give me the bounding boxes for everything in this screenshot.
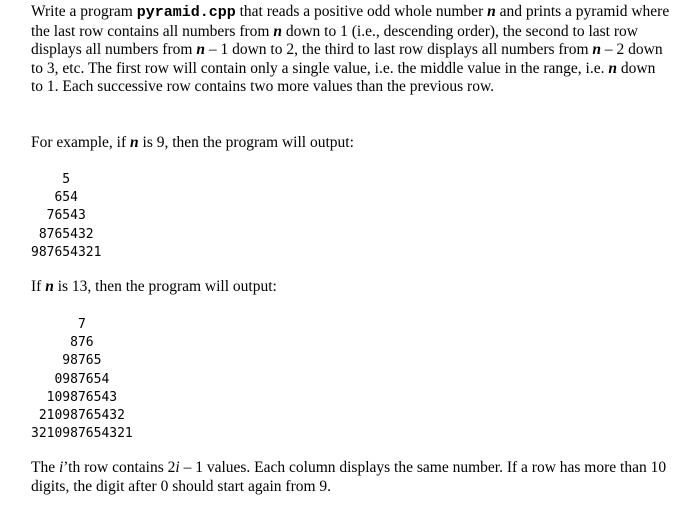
filename-code: pyramid.cpp — [136, 4, 236, 21]
footer-text-1: The — [31, 459, 59, 476]
variable-n: n — [273, 22, 282, 40]
intro-text-1: Write a program — [31, 3, 137, 20]
pyramid-row: 7 — [31, 317, 86, 332]
pyramid-row: 876 — [31, 335, 94, 351]
example-1-label-post: is 9, then the program will output: — [138, 134, 354, 151]
intro-text-3: and prints a pyramid where the last row contains all numbers from — [31, 3, 670, 40]
pyramid-row: 987654321 — [31, 244, 102, 260]
variable-n: n — [130, 134, 139, 151]
intro-text-7: down to 1. Each successive row contains two more values than the previous row. — [31, 59, 656, 96]
pyramid-row: 0987654 — [31, 371, 110, 387]
variable-n: n — [608, 59, 617, 77]
intro-text-4: down to 1 (i.e., descending order), the second to last row displays all numbers from — [31, 22, 638, 59]
pyramid-row: 5 — [31, 172, 71, 187]
pyramid-row: 109876543 — [31, 389, 118, 405]
intro-text-5: – 1 down to 2, the third to last row displays all numbers from — [204, 41, 593, 59]
footer-paragraph — [31, 459, 671, 496]
variable-n: n — [45, 278, 54, 295]
example-2-label-post: is 13, then the program will output: — [53, 278, 277, 295]
pyramid-row: 76543 — [31, 208, 86, 224]
pyramid-row: 654 — [31, 190, 78, 206]
variable-i: i — [58, 459, 64, 476]
footer-text-3: – 1 values. Each column displays the same number. If a row has more than 10 digits, the digit after 0 should start again from 9. — [31, 459, 667, 495]
intro-paragraph — [31, 3, 671, 97]
variable-n: n — [592, 41, 602, 59]
variable-i: i — [175, 459, 180, 476]
example-1-label — [31, 134, 671, 153]
footer-text-2: ’th row contains 2 — [63, 459, 176, 476]
example-2-label-pre: If — [31, 278, 46, 295]
intro-text-2: that reads a positive odd whole number — [235, 3, 488, 20]
example-1-pyramid — [31, 171, 101, 262]
example-2-label — [31, 278, 671, 297]
intro-text-6: – 2 down to 3, etc. The first row will contain only a single value, i.e. the middle value in the range, i.e. — [31, 41, 663, 77]
pyramid-row: 8765432 — [31, 226, 94, 242]
variable-n: n — [487, 3, 496, 20]
example-2-pyramid — [31, 316, 133, 443]
pyramid-row: 21098765432 — [31, 408, 125, 424]
variable-n: n — [196, 41, 205, 59]
pyramid-row: 3210987654321 — [31, 426, 133, 442]
example-1-label-pre: For example, if — [31, 134, 131, 151]
pyramid-row: 98765 — [31, 353, 102, 369]
